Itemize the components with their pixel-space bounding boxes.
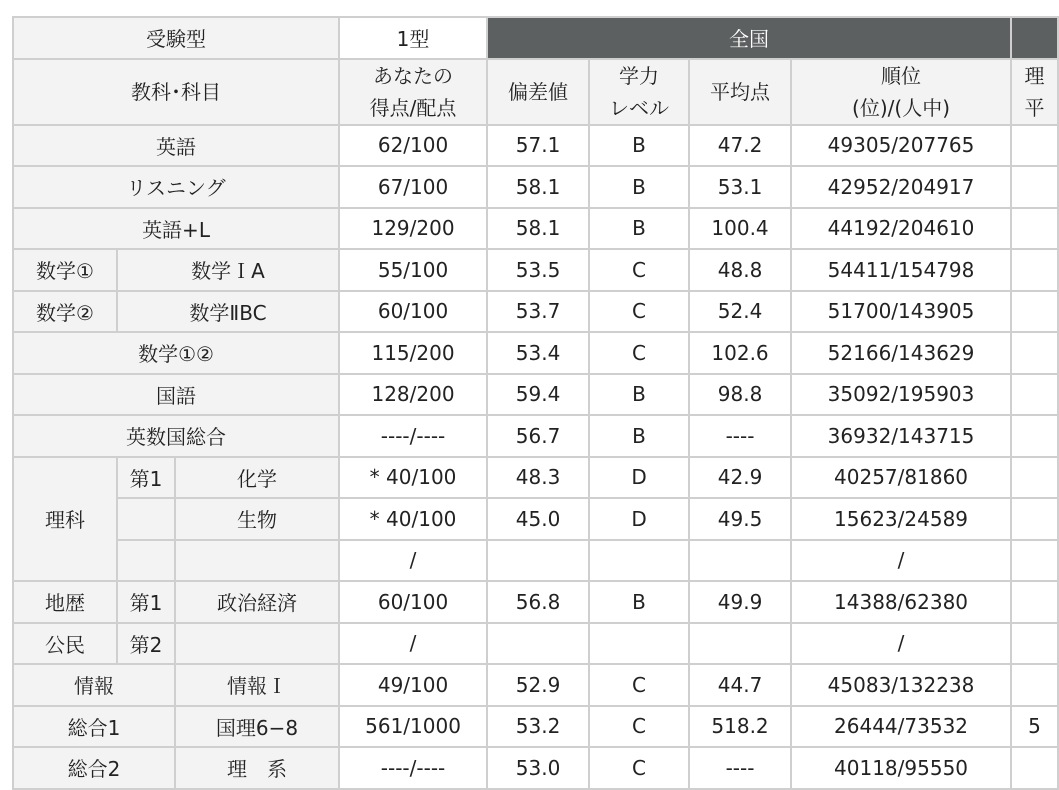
social-first-label: 第1: [117, 581, 175, 623]
row-english: [13, 125, 1058, 167]
score-cell: 128/200: [339, 374, 487, 416]
average-cell: 44.7: [689, 664, 791, 706]
subject-header: 教科･科目: [13, 59, 339, 125]
average-cell: ----: [689, 415, 791, 457]
row-math2: [13, 291, 1058, 333]
exam-type-value: 1型: [339, 17, 487, 59]
subject-label: 国理6−8: [175, 706, 339, 748]
average-cell: 53.1: [689, 166, 791, 208]
score-cell: 561/1000: [339, 706, 487, 748]
rank-cell: /: [791, 623, 1011, 665]
row-science-empty: [13, 540, 1058, 582]
cutoff-cell: [1011, 332, 1058, 374]
level-cell: D: [589, 457, 689, 499]
row-sougou2: [13, 747, 1058, 789]
header-row-2: [13, 59, 1058, 125]
subject-label: 情報Ｉ: [175, 664, 339, 706]
score-cell: 49/100: [339, 664, 487, 706]
level-cell: D: [589, 498, 689, 540]
row-listening: [13, 166, 1058, 208]
score-cell: 60/100: [339, 581, 487, 623]
row-science-bio: [13, 498, 1058, 540]
level-header: 学力 レベル: [589, 59, 689, 125]
exam-type-label: 受験型: [13, 17, 339, 59]
rank-cell: 14388/62380: [791, 581, 1011, 623]
deviation-cell: 45.0: [487, 498, 589, 540]
rank-cell: 49305/207765: [791, 125, 1011, 167]
rank-cell: /: [791, 540, 1011, 582]
score-cell: 67/100: [339, 166, 487, 208]
deviation-cell: 56.8: [487, 581, 589, 623]
deviation-cell: [487, 623, 589, 665]
subject-label: 政治経済: [175, 581, 339, 623]
deviation-cell: 56.7: [487, 415, 589, 457]
rank-cell: 44192/204610: [791, 208, 1011, 250]
level-cell: [589, 623, 689, 665]
score-cell: ----/----: [339, 747, 487, 789]
level-cell: C: [589, 291, 689, 333]
deviation-header: 偏差値: [487, 59, 589, 125]
average-cell: 98.8: [689, 374, 791, 416]
social-group-label-2: 公民: [13, 623, 117, 665]
average-cell: 100.4: [689, 208, 791, 250]
score-cell: 115/200: [339, 332, 487, 374]
average-cell: 42.9: [689, 457, 791, 499]
rank-cell: 36932/143715: [791, 415, 1011, 457]
group-label: 数学②: [13, 291, 117, 333]
group-label: 総合2: [13, 747, 175, 789]
cutoff-header: 理 平: [1011, 59, 1058, 125]
cutoff-cell: [1011, 374, 1058, 416]
score-cell: * 40/100: [339, 498, 487, 540]
row-sougou1: [13, 706, 1058, 748]
level-cell: C: [589, 706, 689, 748]
row-japanese: [13, 374, 1058, 416]
deviation-cell: 57.1: [487, 125, 589, 167]
social-second-label: 第2: [117, 623, 175, 665]
group-label: 総合1: [13, 706, 175, 748]
cutoff-cell: [1011, 208, 1058, 250]
row-science-chem: [13, 457, 1058, 499]
science-first-label: 第1: [117, 457, 175, 499]
average-cell: 52.4: [689, 291, 791, 333]
social-group-label-1: 地歴: [13, 581, 117, 623]
level-cell: C: [589, 332, 689, 374]
cutoff-cell: [1011, 664, 1058, 706]
subject-label: 数学ⅡBC: [117, 291, 339, 333]
your-score-header: あなたの 得点/配点: [339, 59, 487, 125]
score-results-table: [12, 16, 1059, 790]
cutoff-cell: 5: [1011, 706, 1058, 748]
deviation-cell: 53.0: [487, 747, 589, 789]
deviation-cell: 58.1: [487, 208, 589, 250]
row-social-first: [13, 581, 1058, 623]
rank-cell: 15623/24589: [791, 498, 1011, 540]
deviation-cell: 52.9: [487, 664, 589, 706]
subject-label: 数学ＩA: [117, 249, 339, 291]
average-cell: 48.8: [689, 249, 791, 291]
score-cell: 62/100: [339, 125, 487, 167]
level-cell: B: [589, 374, 689, 416]
row-social-second: [13, 623, 1058, 665]
level-cell: B: [589, 581, 689, 623]
rank-cell: 40118/95550: [791, 747, 1011, 789]
row-english-l: [13, 208, 1058, 250]
header-row-1: [13, 17, 1058, 59]
subject-label-empty: [175, 540, 339, 582]
results-table-container: [12, 16, 1045, 782]
subject-label: 生物: [175, 498, 339, 540]
level-cell: C: [589, 249, 689, 291]
level-cell: B: [589, 125, 689, 167]
subject-label: 国語: [13, 374, 339, 416]
cutoff-cell: [1011, 291, 1058, 333]
cutoff-cell: [1011, 747, 1058, 789]
average-cell: 47.2: [689, 125, 791, 167]
cutoff-cell: [1011, 249, 1058, 291]
level-cell: C: [589, 664, 689, 706]
rank-cell: 35092/195903: [791, 374, 1011, 416]
subject-label: リスニング: [13, 166, 339, 208]
average-cell: 518.2: [689, 706, 791, 748]
level-cell: B: [589, 208, 689, 250]
deviation-cell: 53.2: [487, 706, 589, 748]
deviation-cell: 53.7: [487, 291, 589, 333]
rank-cell: 40257/81860: [791, 457, 1011, 499]
group-label: 数学①: [13, 249, 117, 291]
deviation-cell: [487, 540, 589, 582]
row-info: [13, 664, 1058, 706]
subject-label: 理 系: [175, 747, 339, 789]
cutoff-cell: [1011, 457, 1058, 499]
row-combined: [13, 415, 1058, 457]
level-cell: C: [589, 747, 689, 789]
rank-cell: 51700/143905: [791, 291, 1011, 333]
science-sub-label-empty: [117, 498, 175, 540]
level-cell: B: [589, 166, 689, 208]
score-cell: /: [339, 623, 487, 665]
subject-label: 化学: [175, 457, 339, 499]
deviation-cell: 53.4: [487, 332, 589, 374]
average-cell: 49.5: [689, 498, 791, 540]
cutoff-cell: [1011, 125, 1058, 167]
header-cut-cell: [1011, 17, 1058, 59]
level-cell: B: [589, 415, 689, 457]
cutoff-cell: [1011, 498, 1058, 540]
rank-header: 順位 (位)/(人中): [791, 59, 1011, 125]
rank-cell: 26444/73532: [791, 706, 1011, 748]
cutoff-cell: [1011, 166, 1058, 208]
cutoff-cell: [1011, 540, 1058, 582]
rank-cell: 45083/132238: [791, 664, 1011, 706]
subject-label-empty: [175, 623, 339, 665]
subject-label: 英数国総合: [13, 415, 339, 457]
deviation-cell: 53.5: [487, 249, 589, 291]
score-cell: 129/200: [339, 208, 487, 250]
score-cell: * 40/100: [339, 457, 487, 499]
average-cell: 49.9: [689, 581, 791, 623]
subject-label: 英語: [13, 125, 339, 167]
average-cell: [689, 623, 791, 665]
group-label: 情報: [13, 664, 175, 706]
cutoff-cell: [1011, 623, 1058, 665]
score-cell: /: [339, 540, 487, 582]
row-math1: [13, 249, 1058, 291]
subject-label: 数学①②: [13, 332, 339, 374]
science-group-label: 理科: [13, 457, 117, 582]
deviation-cell: 58.1: [487, 166, 589, 208]
science-sub-label-empty: [117, 540, 175, 582]
average-cell: 102.6: [689, 332, 791, 374]
deviation-cell: 48.3: [487, 457, 589, 499]
level-cell: [589, 540, 689, 582]
cutoff-cell: [1011, 415, 1058, 457]
cutoff-cell: [1011, 581, 1058, 623]
score-cell: 55/100: [339, 249, 487, 291]
rank-cell: 42952/204917: [791, 166, 1011, 208]
nationwide-header: 全国: [487, 17, 1011, 59]
rank-cell: 52166/143629: [791, 332, 1011, 374]
average-cell: ----: [689, 747, 791, 789]
average-cell: [689, 540, 791, 582]
deviation-cell: 59.4: [487, 374, 589, 416]
row-math12: [13, 332, 1058, 374]
average-header: 平均点: [689, 59, 791, 125]
score-cell: 60/100: [339, 291, 487, 333]
rank-cell: 54411/154798: [791, 249, 1011, 291]
score-cell: ----/----: [339, 415, 487, 457]
subject-label: 英語+L: [13, 208, 339, 250]
